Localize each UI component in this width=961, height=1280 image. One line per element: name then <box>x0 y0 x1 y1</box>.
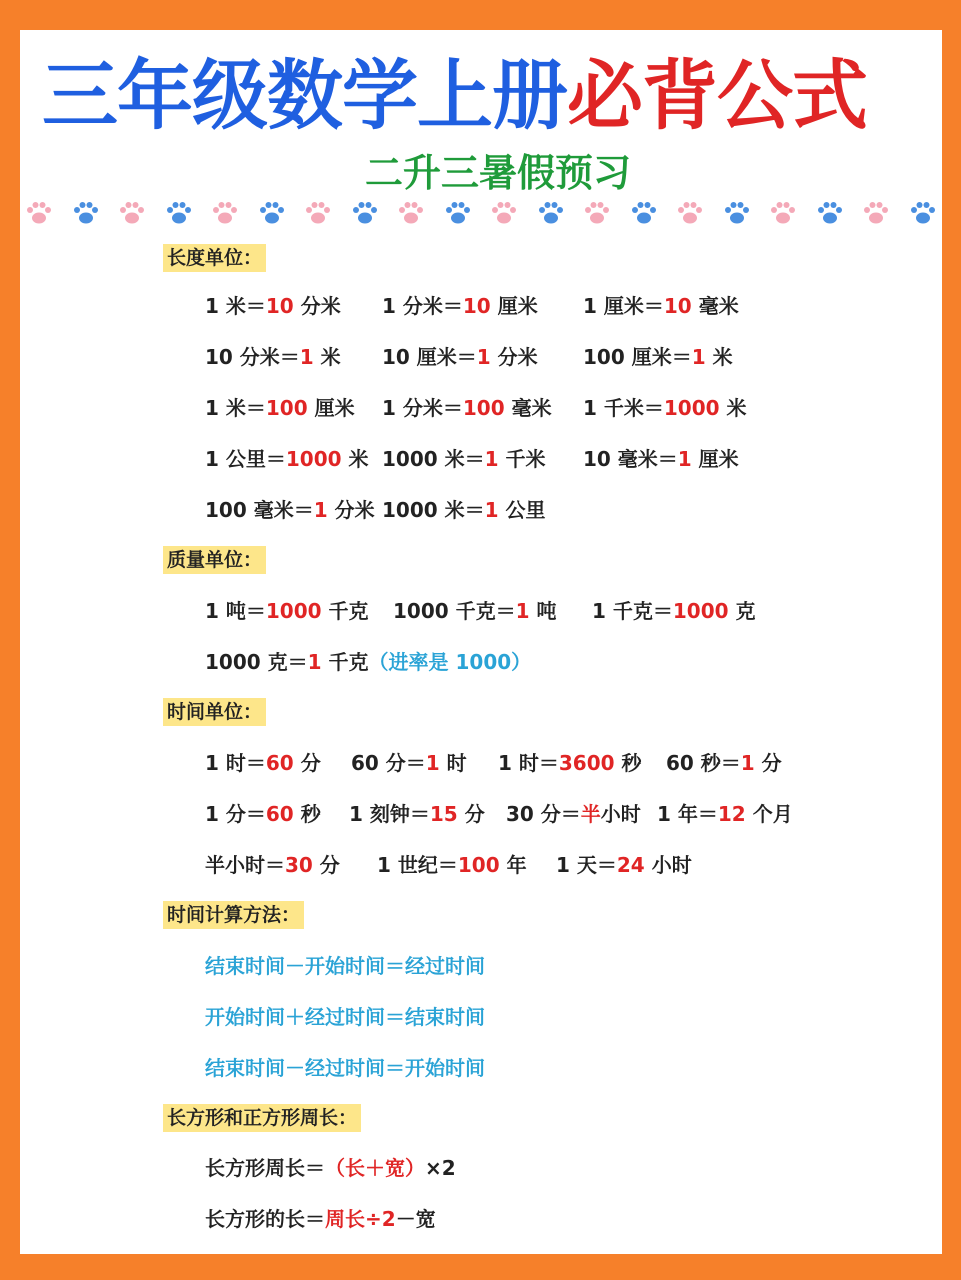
formula-value: 1 <box>691 345 706 369</box>
formula-value: 100 <box>457 853 500 877</box>
paw-icon <box>722 198 752 228</box>
title-part-blue: 三年级数学上册 <box>42 51 567 140</box>
time-formula <box>351 749 467 777</box>
formula-value: 1 <box>299 345 314 369</box>
paw-icon <box>210 198 240 228</box>
length-formula <box>583 343 733 371</box>
paw-icon <box>350 198 380 228</box>
paw-divider <box>20 198 942 232</box>
formula-text: 1 天＝ <box>556 853 617 877</box>
length-formula <box>382 292 538 320</box>
formula-unit: 时 <box>439 751 467 775</box>
formula-text: 1 刻钟＝ <box>349 802 430 826</box>
formula-value: 1 <box>515 599 530 623</box>
length-formula <box>205 343 341 371</box>
formula-unit: 米 <box>705 345 733 369</box>
title-part-red: 必背公式 <box>567 51 867 140</box>
formula-value: 1 <box>307 650 322 674</box>
paw-icon <box>117 198 147 228</box>
section-label-time-calc: 时间计算方法： <box>163 901 304 929</box>
paw-icon <box>24 198 54 228</box>
formula-text: 半小时＝ <box>205 853 285 877</box>
formula-unit: 千米 <box>498 447 546 471</box>
formula-value: 半 <box>580 802 601 826</box>
paw-icon <box>489 198 519 228</box>
subtitle: 二升三暑假预习 <box>365 151 632 195</box>
formula-unit: 毫米 <box>504 396 552 420</box>
formula-unit: 米 <box>313 345 341 369</box>
paw-icon <box>908 198 938 228</box>
formula-unit: －宽 <box>395 1207 436 1231</box>
formula-unit: 分米 <box>490 345 538 369</box>
time-calc-formula: 开始时间＋经过时间＝结束时间 <box>205 1005 485 1029</box>
formula-value: 100 <box>265 396 308 420</box>
formula-value: 24 <box>616 853 645 877</box>
length-formula <box>583 292 739 320</box>
time-formula <box>506 800 641 828</box>
formula-value: 3600 <box>558 751 615 775</box>
formula-value: 1 <box>313 498 328 522</box>
formula-unit: 分 <box>754 751 782 775</box>
time-calc-formula: 结束时间－开始时间＝经过时间 <box>205 954 485 978</box>
formula-text: 10 分米＝ <box>205 345 300 369</box>
length-formula <box>382 445 546 473</box>
paw-icon <box>164 198 194 228</box>
formula-text: 1 公里＝ <box>205 447 286 471</box>
time-formula <box>556 851 692 879</box>
paw-icon <box>443 198 473 228</box>
formula-unit: 千克 <box>321 599 369 623</box>
formula-value: 10 <box>265 294 294 318</box>
formula-unit: 个月 <box>745 802 793 826</box>
formula-unit: 小时 <box>644 853 692 877</box>
time-formula <box>377 851 527 879</box>
section-label-perimeter: 长方形和正方形周长： <box>163 1104 361 1132</box>
formula-text: 1 分米＝ <box>382 396 463 420</box>
formula-unit: 公里 <box>498 498 546 522</box>
formula-text: 30 分＝ <box>506 802 581 826</box>
formula-value: 10 <box>462 294 491 318</box>
formula-value: （长＋宽） <box>325 1156 425 1180</box>
formula-value: 1 <box>677 447 692 471</box>
formula-value: 1000 <box>285 447 342 471</box>
formula-value: 15 <box>429 802 458 826</box>
formula-value: 1 <box>484 498 499 522</box>
formula-unit: 秒 <box>293 802 321 826</box>
formula-text: 1 时＝ <box>498 751 559 775</box>
formula-unit: 小时 <box>600 802 641 826</box>
formula-unit: 克 <box>728 599 756 623</box>
formula-text: 60 秒＝ <box>666 751 741 775</box>
formula-value: 1000 <box>663 396 720 420</box>
formula-unit: 厘米 <box>490 294 538 318</box>
mass-note: （进率是 1000） <box>368 650 532 674</box>
section-label-mass: 质量单位： <box>163 546 266 574</box>
formula-text: 长方形的长＝ <box>205 1207 325 1231</box>
formula-unit: 分 <box>457 802 485 826</box>
mass-formula <box>393 597 557 625</box>
perimeter-formula <box>205 1205 436 1233</box>
formula-unit: 厘米 <box>307 396 355 420</box>
formula-text: 60 分＝ <box>351 751 426 775</box>
time-formula <box>205 851 340 879</box>
formula-text: 1 年＝ <box>657 802 718 826</box>
formula-value: 60 <box>265 751 294 775</box>
formula-value: 30 <box>285 853 313 877</box>
formula-unit: 吨 <box>529 599 557 623</box>
formula-value: 1 <box>484 447 499 471</box>
paw-icon <box>396 198 426 228</box>
length-formula <box>583 445 739 473</box>
length-formula <box>382 496 546 524</box>
time-formula <box>205 800 321 828</box>
page <box>20 30 942 1254</box>
formula-unit: 秒 <box>614 751 642 775</box>
formula-text: 1 米＝ <box>205 294 266 318</box>
formula-text: 10 毫米＝ <box>583 447 678 471</box>
formula-unit: ×2 <box>425 1156 456 1180</box>
formula-text: 1 米＝ <box>205 396 266 420</box>
section-label-length: 长度单位： <box>163 244 266 272</box>
formula-text: 1000 克＝ <box>205 650 308 674</box>
formula-text: 100 厘米＝ <box>583 345 692 369</box>
mass-formula <box>205 648 531 676</box>
formula-text: 1 厘米＝ <box>583 294 664 318</box>
formula-text: 1 千米＝ <box>583 396 664 420</box>
length-formula <box>382 394 552 422</box>
formula-value: 1 <box>740 751 755 775</box>
formula-value: 周长÷2 <box>325 1207 396 1231</box>
formula-text: 1000 米＝ <box>382 447 485 471</box>
paw-icon <box>582 198 612 228</box>
formula-text: 1 分米＝ <box>382 294 463 318</box>
formula-value: 1 <box>476 345 491 369</box>
formula-text: 1 吨＝ <box>205 599 266 623</box>
formula-value: 1000 <box>672 599 729 623</box>
paw-icon <box>257 198 287 228</box>
formula-text: 1 千克＝ <box>592 599 673 623</box>
paw-icon <box>815 198 845 228</box>
length-formula <box>205 496 375 524</box>
mass-formula <box>205 597 369 625</box>
paw-icon <box>629 198 659 228</box>
paw-icon <box>675 198 705 228</box>
time-formula <box>205 749 321 777</box>
formula-value: 10 <box>663 294 692 318</box>
length-formula <box>205 445 369 473</box>
page-title <box>42 52 922 140</box>
paw-icon <box>303 198 333 228</box>
length-formula <box>205 292 341 320</box>
formula-unit: 年 <box>499 853 527 877</box>
time-formula <box>349 800 485 828</box>
formula-value: 100 <box>462 396 505 420</box>
formula-text: 1000 米＝ <box>382 498 485 522</box>
formula-unit: 分 <box>293 751 321 775</box>
formula-value: 1000 <box>265 599 322 623</box>
length-formula <box>583 394 747 422</box>
formula-unit: 分米 <box>293 294 341 318</box>
formula-text: 1 时＝ <box>205 751 266 775</box>
formula-unit: 厘米 <box>691 447 739 471</box>
formula-unit: 分 <box>312 853 340 877</box>
formula-text: 1000 千克＝ <box>393 599 516 623</box>
formula-unit: 毫米 <box>691 294 739 318</box>
formula-text: 长方形周长＝ <box>205 1156 325 1180</box>
formula-unit: 千克 <box>321 650 369 674</box>
length-formula <box>205 394 355 422</box>
perimeter-formula <box>205 1154 456 1182</box>
formula-text: 10 厘米＝ <box>382 345 477 369</box>
time-calc-formula: 结束时间－经过时间＝开始时间 <box>205 1056 485 1080</box>
mass-formula <box>592 597 756 625</box>
formula-value: 1 <box>425 751 440 775</box>
formula-value: 60 <box>265 802 294 826</box>
formula-unit: 米 <box>719 396 747 420</box>
time-formula <box>657 800 793 828</box>
paw-icon <box>71 198 101 228</box>
length-formula <box>382 343 538 371</box>
paw-icon <box>768 198 798 228</box>
paw-icon <box>861 198 891 228</box>
formula-unit: 分米 <box>327 498 375 522</box>
time-formula <box>498 749 642 777</box>
time-formula <box>666 749 782 777</box>
formula-text: 100 毫米＝ <box>205 498 314 522</box>
formula-text: 1 分＝ <box>205 802 266 826</box>
formula-value: 12 <box>717 802 746 826</box>
formula-text: 1 世纪＝ <box>377 853 458 877</box>
section-label-time: 时间单位： <box>163 698 266 726</box>
paw-icon <box>536 198 566 228</box>
formula-unit: 米 <box>341 447 369 471</box>
